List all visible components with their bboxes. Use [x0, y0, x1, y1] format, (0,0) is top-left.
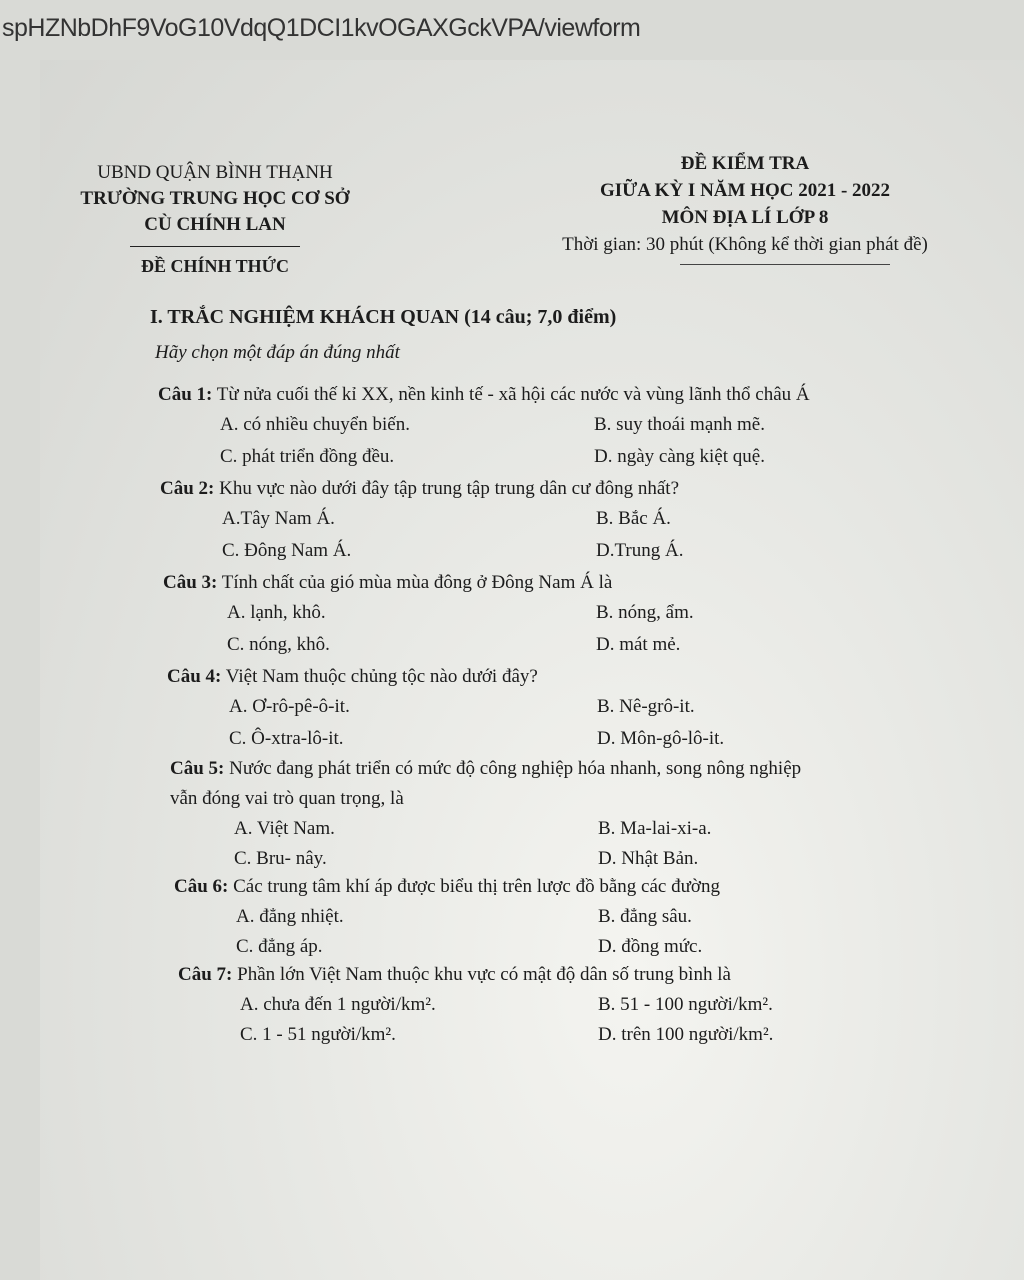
- exam-term: GIỮA KỲ I NĂM HỌC 2021 - 2022: [599, 180, 891, 201]
- question-text: Khu vực nào dưới đây tập trung tập trung dân cư đông nhất?: [219, 478, 680, 499]
- school-type: TRƯỜNG TRUNG HỌC CƠ SỞ: [80, 188, 350, 209]
- question-2: [160, 474, 1024, 564]
- district-name: UBND QUẬN BÌNH THẠNH: [97, 162, 333, 183]
- question-5: [170, 754, 1024, 874]
- question-1: [158, 380, 1024, 470]
- question-text-continued: vẫn đóng vai trò quan trọng, là: [170, 788, 404, 809]
- option-d: D. trên 100 người/km².: [598, 1024, 774, 1045]
- exam-title: ĐỀ KIỂM TRA: [680, 153, 810, 174]
- option-b: B. Ma-lai-xi-a.: [598, 818, 712, 839]
- option-d: D. đồng mức.: [598, 936, 703, 957]
- address-bar[interactable]: spHZNbDhF9VoG10VdqQ1DCI1kvOGAXGckVPA/viewform: [2, 14, 641, 42]
- question-text: Việt Nam thuộc chủng tộc nào dưới đây?: [225, 666, 538, 687]
- option-c: C. Ô-xtra-lô-it.: [229, 728, 344, 749]
- option-b: B. đẳng sâu.: [598, 906, 692, 927]
- question-label: Câu 2:: [160, 478, 215, 499]
- question-list: [0, 380, 1024, 1050]
- official-label: ĐỀ CHÍNH THỨC: [140, 256, 290, 276]
- question-label: Câu 6:: [174, 876, 229, 897]
- option-d: D. Môn-gô-lô-it.: [597, 728, 725, 749]
- question-text: Từ nửa cuối thế kỉ XX, nền kinh tế - xã hội các nước và vùng lãnh thổ châu Á: [216, 384, 810, 405]
- question-label: Câu 1:: [158, 384, 213, 405]
- question-label: Câu 4:: [167, 666, 222, 687]
- option-b: B. Nê-grô-it.: [597, 696, 695, 717]
- option-a: A. có nhiều chuyển biến.: [220, 414, 410, 435]
- question-7: [178, 960, 1024, 1050]
- option-b: B. Bắc Á.: [596, 508, 671, 529]
- question-text: Tính chất của gió mùa mùa đông ở Đông Nam Á là: [221, 572, 613, 593]
- option-d: D. ngày càng kiệt quệ.: [594, 446, 765, 467]
- question-label: Câu 7:: [178, 964, 233, 985]
- option-c: C. Bru- nây.: [234, 848, 327, 869]
- school-name: CÙ CHÍNH LAN: [144, 214, 286, 235]
- school-header: [45, 160, 385, 279]
- exam-header-divider: [680, 264, 890, 265]
- instruction-text: Hãy chọn một đáp án đúng nhất: [155, 342, 400, 363]
- option-d: D.Trung Á.: [596, 540, 684, 561]
- option-a: A. đẳng nhiệt.: [236, 906, 344, 927]
- question-6: [174, 872, 1024, 962]
- option-c: C. Đông Nam Á.: [222, 540, 352, 561]
- option-b: B. suy thoái mạnh mẽ.: [594, 414, 765, 435]
- option-a: A. Việt Nam.: [234, 818, 335, 839]
- option-a: A. Ơ-rô-pê-ô-it.: [229, 696, 350, 717]
- option-c: C. đẳng áp.: [236, 936, 323, 957]
- question-text: Phần lớn Việt Nam thuộc khu vực có mật độ dân số trung bình là: [237, 964, 731, 985]
- option-c: C. phát triển đồng đều.: [220, 446, 395, 467]
- section-title: I. TRẮC NGHIỆM KHÁCH QUAN (14 câu; 7,0 điểm): [150, 306, 617, 328]
- exam-subject: MÔN ĐỊA LÍ LỚP 8: [661, 207, 829, 228]
- option-c: C. nóng, khô.: [227, 634, 330, 655]
- question-text: Các trung tâm khí áp được biểu thị trên lược đồ bằng các đường: [233, 876, 720, 897]
- question-3: [163, 568, 1024, 658]
- question-4: [167, 662, 1024, 752]
- option-a: A. lạnh, khô.: [227, 602, 326, 623]
- option-d: D. mát mẻ.: [596, 634, 681, 655]
- question-text: Nước đang phát triển có mức độ công nghiệp hóa nhanh, song nông nghiệp: [229, 758, 802, 779]
- option-a: A.Tây Nam Á.: [222, 508, 335, 529]
- option-d: D. Nhật Bản.: [598, 848, 699, 869]
- option-b: B. nóng, ẩm.: [596, 602, 694, 623]
- header-divider: [130, 246, 300, 247]
- question-label: Câu 5:: [170, 758, 225, 779]
- option-a: A. chưa đến 1 người/km².: [240, 994, 436, 1015]
- exam-header: [520, 150, 970, 265]
- option-b: B. 51 - 100 người/km².: [598, 994, 773, 1015]
- question-label: Câu 3:: [163, 572, 218, 593]
- exam-time: Thời gian: 30 phút (Không kể thời gian phát đề): [562, 234, 928, 255]
- option-c: C. 1 - 51 người/km².: [240, 1024, 396, 1045]
